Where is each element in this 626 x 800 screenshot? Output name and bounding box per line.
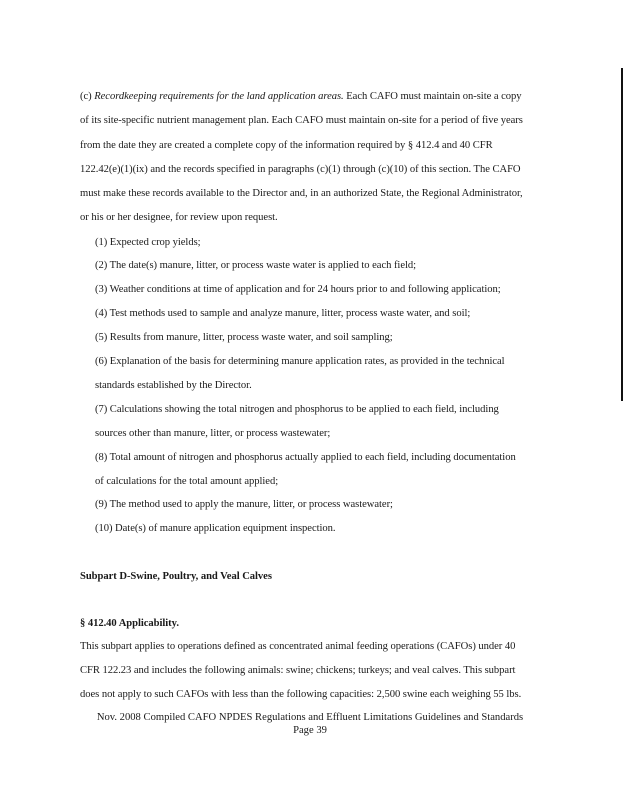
section-412-40-line: CFR 122.23 and includes the following animals: swine; chickens; turkeys; and veal calves. This subpart [80,665,516,676]
section-heading: § 412.40 Applicability. [80,618,179,629]
section-c-label: (c) [80,91,92,102]
section-c-title: Recordkeeping requirements for the land application areas. [94,91,344,102]
list-item: (8) Total amount of nitrogen and phosphorus actually applied to each field, including documentation [95,452,516,463]
section-c-line: must make these records available to the Director and, in an authorized State, the Regional Administrator, [80,188,523,199]
section-c-line: or his or her designee, for review upon request. [80,212,278,223]
list-item: (5) Results from manure, litter, process waste water, and soil sampling; [95,332,393,343]
list-item: (6) Explanation of the basis for determining manure application rates, as provided in the technical [95,356,505,367]
list-item: standards established by the Director. [95,380,252,391]
margin-bar [621,68,623,401]
list-item: (10) Date(s) of manure application equipment inspection. [95,523,336,534]
list-item: (3) Weather conditions at time of application and for 24 hours prior to and following application; [95,284,501,295]
footer-title: Nov. 2008 Compiled CAFO NPDES Regulations and Effluent Limitations Guidelines and Standards [96,712,524,723]
section-412-40-line: does not apply to such CAFOs with less than the following capacities: 2,500 swine each weighing 55 lbs. [80,689,522,700]
section-c-text: Each CAFO must maintain on-site a copy [346,91,522,102]
list-item: (4) Test methods used to sample and analyze manure, litter, process waste water, and soil; [95,308,471,319]
section-c-line: 122.42(e)(1)(ix) and the records specified in paragraphs (c)(1) through (c)(10) of this section. The CAFO [80,164,521,175]
list-item: of calculations for the total amount applied; [95,476,279,487]
list-item: (2) The date(s) manure, litter, or process waste water is applied to each field; [95,260,417,271]
section-c-line: from the date they are created a complete copy of the information required by § 412.4 and 40 CFR [80,140,493,151]
subpart-heading: Subpart D-Swine, Poultry, and Veal Calves [80,571,272,582]
list-item: (7) Calculations showing the total nitrogen and phosphorus to be applied to each field, including [95,404,499,415]
section-c-first-line [80,90,550,104]
page-number: Page 39 [293,725,327,736]
section-c-line: of its site-specific nutrient management plan. Each CAFO must maintain on-site for a period of five years [80,115,523,126]
section-412-40-line: This subpart applies to operations defined as concentrated animal feeding operations (CAFOs) under 40 [80,641,516,652]
list-item: sources other than manure, litter, or process wastewater; [95,428,331,439]
list-item: (9) The method used to apply the manure, litter, or process wastewater; [95,499,393,510]
list-item: (1) Expected crop yields; [95,237,201,248]
